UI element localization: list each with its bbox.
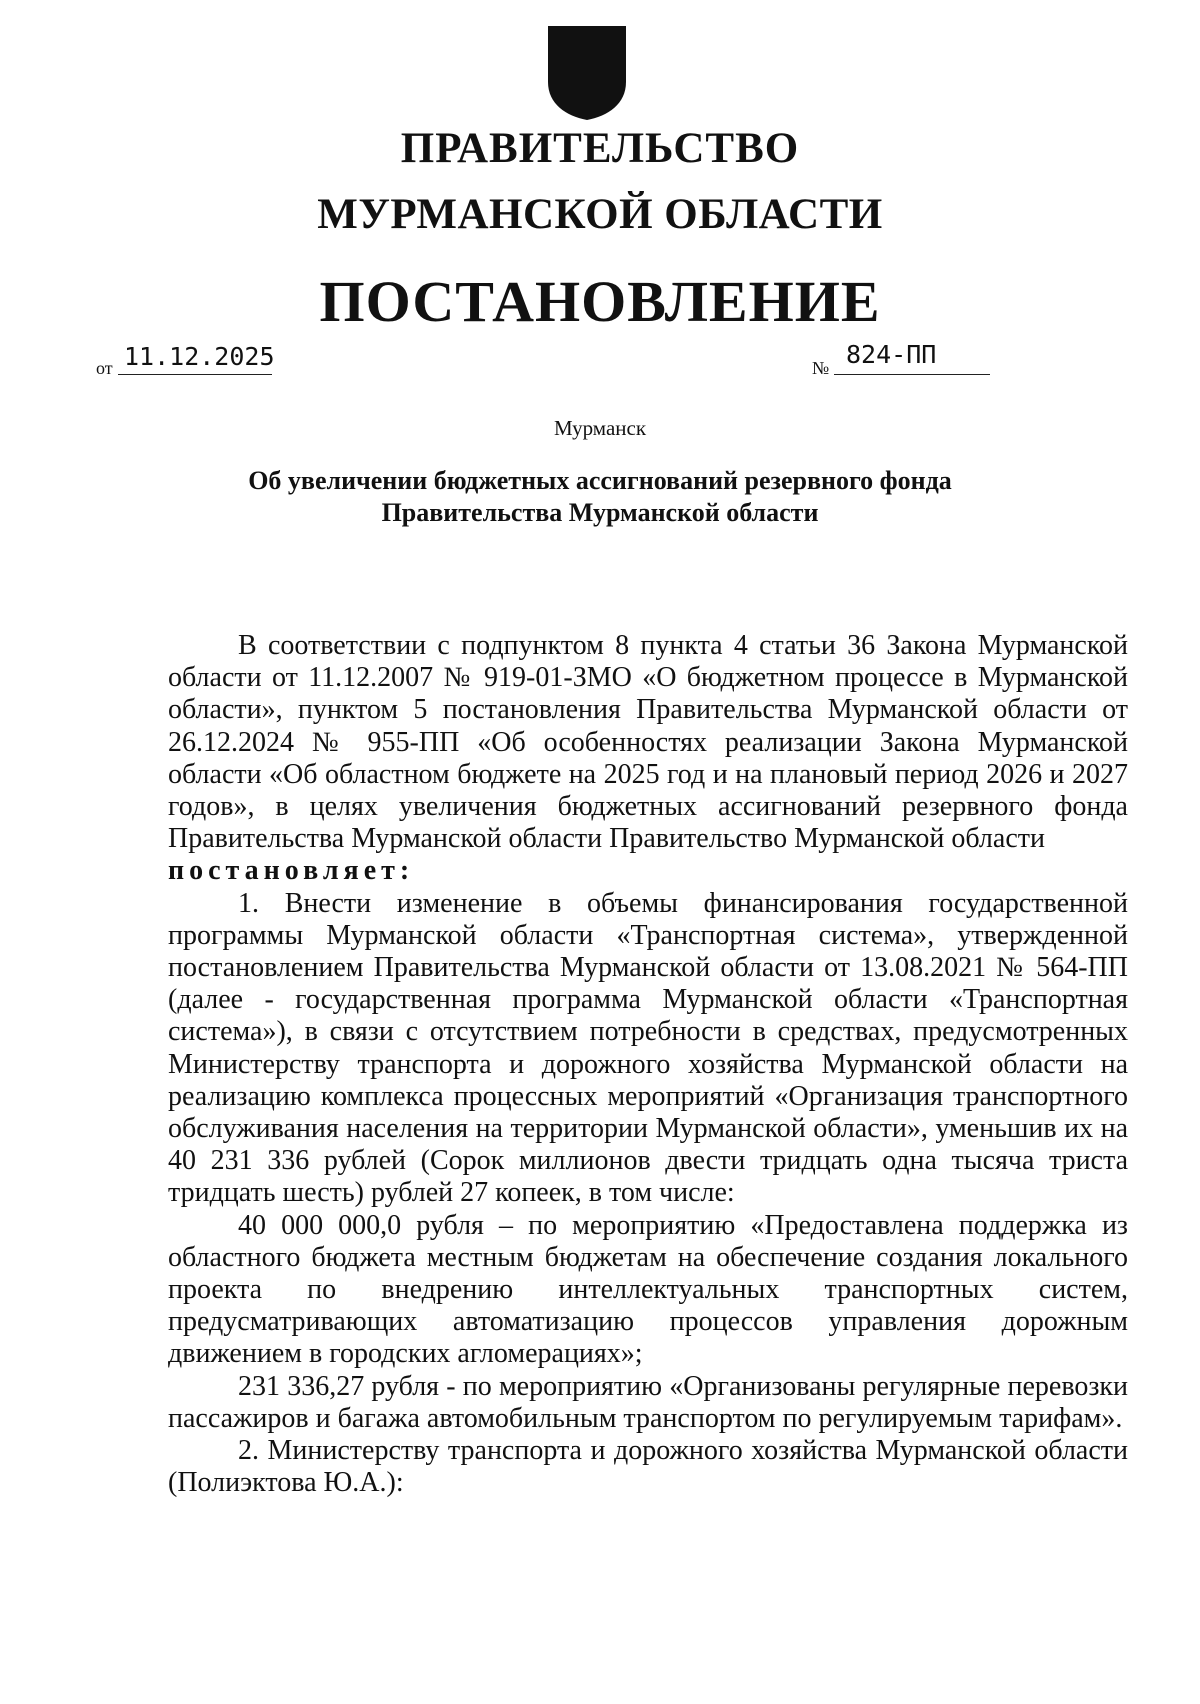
city: Мурманск [553, 416, 647, 440]
document-body [168, 630, 1128, 1499]
document-number: 824-ПП [846, 340, 937, 369]
number-prefix: № [812, 358, 830, 378]
document-date: 11.12.2025 [124, 342, 275, 371]
item-1-subitem-a: 40 000 000,0 рубля – по мероприятию «Предоставлена поддержка из областного бюджета местным бюджетам на обеспечение создания локального проекта по внедрению интеллектуальных транспортных систем, предусматривающих автоматизацию процессов управления дорожным движением в городских агломерациях»; [168, 1209, 1128, 1370]
decree-word [168, 855, 1128, 887]
preamble-paragraph: В соответствии с подпунктом 8 пункта 4 статьи 36 Закона Мурманской области от 11.12.2007 № 919-01-ЗМО «О бюджетном процессе в Мурманской области», пунктом 5 постановления Правительства Мурманской области от 26.12.2024 № 955-ПП «Об особенностях реализации Закона Мурманской области «Об областном бюджете на 2025 год и на плановый период 2026 и 2027 годов», в целях увеличения бюджетных ассигнований резервного фонда Правительства Мурманской области Правительство Мурманской области [168, 630, 1128, 855]
date-underline [118, 374, 272, 375]
item-1-subitem-b: 231 336,27 рубля - по мероприятию «Организованы регулярные перевозки пассажиров и багажа автомобильным транспортом по регулируемым тарифам». [168, 1370, 1128, 1434]
document-type: ПОСТАНОВЛЕНИЕ [319, 269, 881, 334]
coat-of-arms-emblem [546, 24, 628, 122]
decree-word-text: постановляет: [168, 855, 415, 887]
org-name-line1: ПРАВИТЕЛЬСТВО [400, 125, 800, 172]
document-title-line1: Об увеличении бюджетных ассигнований резервного фонда [248, 466, 952, 495]
item-1-paragraph: 1. Внести изменение в объемы финансирования государственной программы Мурманской области «Транспортная система», утвержденной постановлением Правительства Мурманской области от 13.08.2021 № 564-ПП (далее - государственная программа Мурманской области «Транспортная система»), в связи с отсутствием потребности в средствах, предусмотренных Министерству транспорта и дорожного хозяйства Мурманской области на реализацию комплекса процессных мероприятий «Организация транспортного обслуживания населения на территории Мурманской области», уменьшив их на 40 231 336 рублей (Сорок миллионов двести тридцать одна тысяча триста тридцать шесть) рублей 27 копеек, в том числе: [168, 887, 1128, 1209]
number-underline [834, 374, 990, 375]
document-title-line2: Правительства Мурманской области [381, 498, 819, 527]
item-2-paragraph: 2. Министерству транспорта и дорожного хозяйства Мурманской области (Полиэктова Ю.А.): [168, 1435, 1128, 1499]
org-name-line2: МУРМАНСКОЙ ОБЛАСТИ [317, 191, 883, 238]
date-prefix: от [96, 358, 113, 378]
